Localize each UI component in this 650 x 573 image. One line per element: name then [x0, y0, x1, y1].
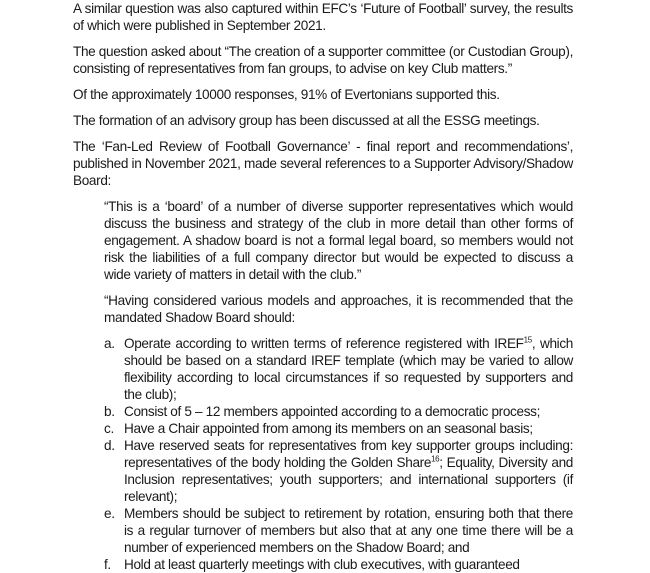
list-label: d. [104, 438, 115, 453]
list-label: e. [104, 506, 115, 521]
list-item: e. Members should be subject to retirement by rotation, ensuring both that there is a regular turnover of members but also that at any one time there will be a number of experienced members on the Shadow Board; and [104, 506, 573, 555]
list-item: f. Hold at least quarterly meetings with club executives, with guaranteed [104, 557, 520, 572]
list-label: a. [104, 336, 115, 351]
paragraph-question: The question asked about “The creation of a supporter committee (or Custodian Group), consisting of representatives from fan groups, to advise on key Club matters.” [73, 44, 573, 76]
footnote-ref: 16 [431, 454, 440, 464]
list-item: c. Have a Chair appointed from among its members on an seasonal basis; [104, 421, 533, 436]
paragraph-essg: The formation of an advisory group has been discussed at all the ESSG meetings. [73, 113, 540, 128]
recommendation-list [104, 335, 573, 573]
list-label: f. [104, 557, 111, 572]
list-label: c. [104, 421, 114, 436]
document-page [73, 0, 573, 573]
paragraph-survey: A similar question was also captured within EFC’s ‘Future of Football’ survey, the results of which were published in September 2021. [73, 1, 573, 33]
list-label: b. [104, 404, 115, 419]
list-item: d. Have reserved seats for representatives from key supporter groups including: representatives of the body holding the Golden Share$^{16}$; Equality, Diversity and Inclusion representatives; youth supporters; and international supporters (if relevant); [104, 438, 573, 504]
list-item: b. Consist of 5 – 12 members appointed according to a democratic process; [104, 404, 541, 419]
paragraph-fan-led-review: The ‘Fan-Led Review of Football Governance’ - final report and recommendations’, published in November 2021, made several references to a Supporter Advisory/Shadow Board: [73, 139, 573, 188]
quote-recommendation: “Having considered various models and approaches, it is recommended that the mandated Shadow Board should: [104, 293, 573, 325]
paragraph-responses: Of the approximately 10000 responses, 91% of Evertonians supported this. [73, 87, 500, 102]
list-item: a. Operate according to written terms of reference registered with IREF$^{15}$, which should be based on a standard IREF template (which may be varied to allow flexibility according to local circumstances if so requested by supporters and the club); [104, 335, 573, 402]
footnote-ref: 15 [523, 335, 532, 345]
quote-shadow-board-definition: “This is a ‘board’ of a number of diverse supporter representatives which would discuss the business and strategy of the club in more detail than other forms of engagement. A shadow board is not a formal legal board, so members would not risk the liabilities of a full company director but would be expected to discuss a wide variety of matters in detail with the club.” [104, 199, 573, 282]
